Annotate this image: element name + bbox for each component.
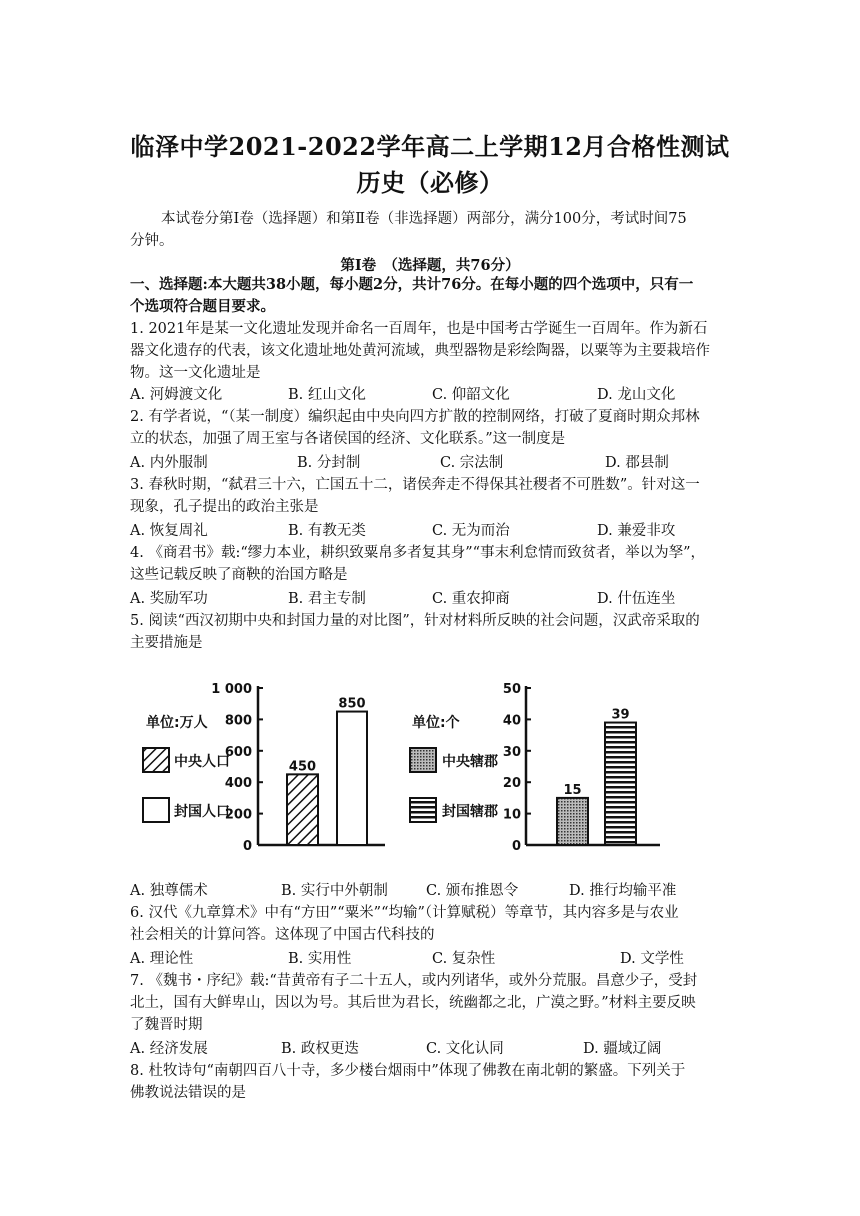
q1-option-c[interactable]: C. 仰韶文化: [432, 387, 510, 403]
q7-stem-1: 7. 《魏书・序纪》载:“昔黄帝有子二十五人，或内列诸华，或外分荒服。昌意少子，受封: [130, 973, 698, 989]
pop-data-label: 850: [338, 696, 366, 712]
q6-option-d[interactable]: D. 文学性: [620, 951, 684, 967]
pop-tick-label: 800: [224, 713, 252, 729]
cmd-bar-2: [605, 723, 636, 845]
exam-title: 临泽中学2021-2022学年高二上学期12月合格性测试: [130, 132, 730, 161]
q2-stem-2: 立的状态，加强了周王室与各诸侯国的经济、文化联系。”这一制度是: [130, 431, 566, 447]
q4-stem-2: 这些记载反映了商鞅的治国方略是: [130, 567, 348, 583]
q6-option-b[interactable]: B. 实用性: [288, 951, 352, 967]
q1-stem-1: 1. 2021年是某一文化遗址发现并命名一百周年，也是中国考古学诞生一百周年。作为新石: [130, 321, 708, 337]
q2-option-a[interactable]: A. 内外服制: [130, 455, 208, 471]
cmd-data-label: 15: [563, 782, 582, 798]
q2-option-b[interactable]: B. 分封制: [297, 455, 361, 471]
pop-tick-label: 400: [224, 776, 252, 792]
cmd-legend-label: 封国辖郡: [442, 804, 498, 820]
pop-bar-1: [287, 774, 318, 845]
section-heading: 第Ⅰ卷 （选择题，共76分）: [340, 257, 520, 274]
q7-option-a[interactable]: A. 经济发展: [130, 1041, 208, 1057]
q4-option-b[interactable]: B. 君主专制: [288, 591, 366, 607]
q5-option-a[interactable]: A. 独尊儒术: [130, 883, 208, 899]
q4-option-c[interactable]: C. 重农抑商: [432, 591, 510, 607]
q1-option-b[interactable]: B. 红山文化: [288, 387, 366, 403]
q3-option-b[interactable]: B. 有教无类: [288, 523, 366, 539]
chart-commanderies: [410, 682, 660, 854]
cmd-tick-label: 0: [511, 839, 521, 854]
cmd-tick-label: 30: [502, 744, 521, 760]
cmd-tick-label: 40: [502, 713, 521, 729]
cmd-tick-label: 20: [502, 776, 521, 792]
q4-stem-1: 4. 《商君书》载:“缪力本业，耕织致粟帛多者复其身”“事末利怠情而致贫者，举以为孥”，: [130, 545, 705, 561]
cmd-bar-1: [557, 798, 588, 845]
q3-stem-1: 3. 春秋时期，“弑君三十六，亡国五十二，诸侯奔走不得保其社稷者不可胜数”。针对这一: [130, 477, 700, 493]
cmd-legend-label: 中央辖郡: [442, 754, 498, 770]
q8-stem-1: 8. 杜牧诗句“南朝四百八十寺，多少楼台烟雨中”体现了佛教在南北朝的繁盛。下列关于: [130, 1063, 686, 1079]
cmd-data-label: 39: [611, 707, 630, 723]
q5-option-c[interactable]: C. 颁布推恩令: [426, 883, 519, 899]
exam-subject: 历史（必修）: [356, 168, 504, 197]
pop-bar-2: [337, 712, 367, 845]
q7-option-d[interactable]: D. 疆域辽阔: [583, 1041, 662, 1057]
q4-option-a[interactable]: A. 奖励军功: [130, 591, 208, 607]
q1-stem-3: 物。这一文化遗址是: [130, 365, 261, 381]
pop-tick-label: 1 000: [211, 682, 252, 697]
cmd-tick-label: 10: [502, 807, 521, 823]
intro-line-2: 分钟。: [130, 233, 174, 249]
q1-option-d[interactable]: D. 龙山文化: [597, 387, 676, 403]
cmd-unit-label: 单位:个: [412, 715, 460, 731]
q5-option-d[interactable]: D. 推行均输平准: [569, 883, 677, 899]
chart-population: [143, 682, 385, 854]
q3-option-d[interactable]: D. 兼爱非攻: [597, 523, 676, 539]
q1-stem-2: 器文化遗存的代表，该文化遗址地处黄河流域，典型器物是彩绘陶器，以粟等为主要栽培作: [130, 343, 710, 359]
cmd-legend-swatch: [410, 798, 436, 822]
pop-legend-swatch: [143, 798, 169, 822]
q3-stem-2: 现象，孔子提出的政治主张是: [130, 499, 319, 515]
q7-option-c[interactable]: C. 文化认同: [426, 1041, 504, 1057]
pop-unit-label: 单位:万人: [146, 715, 208, 731]
q6-stem-2: 社会相关的计算问答。这体现了中国古代科技的: [130, 927, 435, 943]
section-instruction-1: 一、选择题:本大题共38小题，每小题2分，共计76分。在每小题的四个选项中，只有一: [130, 276, 694, 293]
q5-stem-2: 主要措施是: [130, 635, 203, 651]
pop-data-label: 450: [288, 759, 317, 775]
pop-legend-swatch: [143, 748, 169, 772]
pop-legend-label: 封国人口: [174, 804, 230, 820]
intro-line-1: 本试卷分第Ⅰ卷（选择题）和第Ⅱ卷（非选择题）两部分，满分100分，考试时间75: [161, 211, 687, 227]
q2-option-d[interactable]: D. 郡县制: [605, 455, 669, 471]
q7-stem-2: 北土，国有大鲜卑山，因以为号。其后世为君长，统幽都之北，广漠之野。”材料主要反映: [130, 995, 696, 1011]
q3-option-a[interactable]: A. 恢复周礼: [130, 523, 208, 539]
cmd-legend-swatch: [410, 748, 436, 772]
q7-stem-3: 了魏晋时期: [130, 1017, 203, 1033]
q6-option-a[interactable]: A. 理论性: [130, 951, 194, 967]
q7-option-b[interactable]: B. 政权更迭: [281, 1041, 359, 1057]
q4-option-d[interactable]: D. 什伍连坐: [597, 591, 676, 607]
pop-tick-label: 0: [242, 839, 252, 854]
pop-legend-label: 中央人口: [174, 754, 230, 770]
cmd-tick-label: 50: [502, 682, 521, 697]
q6-stem-1: 6. 汉代《九章算术》中有“方田”“粟米”“均输”（计算赋税）等章节，其内容多是与农业: [130, 905, 679, 921]
q1-option-a[interactable]: A. 河姆渡文化: [130, 387, 223, 403]
q6-option-c[interactable]: C. 复杂性: [432, 951, 496, 967]
comparison-chart-figure: [0, 666, 860, 886]
q2-option-c[interactable]: C. 宗法制: [440, 455, 504, 471]
q5-option-b[interactable]: B. 实行中外朝制: [281, 883, 388, 899]
q2-stem-1: 2. 有学者说，“（某一制度）编织起由中央向四方扩散的控制网络，打破了夏商时期众邦林: [130, 409, 700, 425]
section-instruction-2: 个选项符合题目要求。: [130, 298, 275, 315]
pop-tick-label: 600: [224, 744, 252, 760]
q3-option-c[interactable]: C. 无为而治: [432, 523, 510, 539]
q8-stem-2: 佛教说法错误的是: [130, 1085, 246, 1101]
pop-tick-label: 200: [224, 807, 252, 823]
q5-stem-1: 5. 阅读“西汉初期中央和封国力量的对比图”，针对材料所反映的社会问题，汉武帝采取的: [130, 613, 700, 629]
